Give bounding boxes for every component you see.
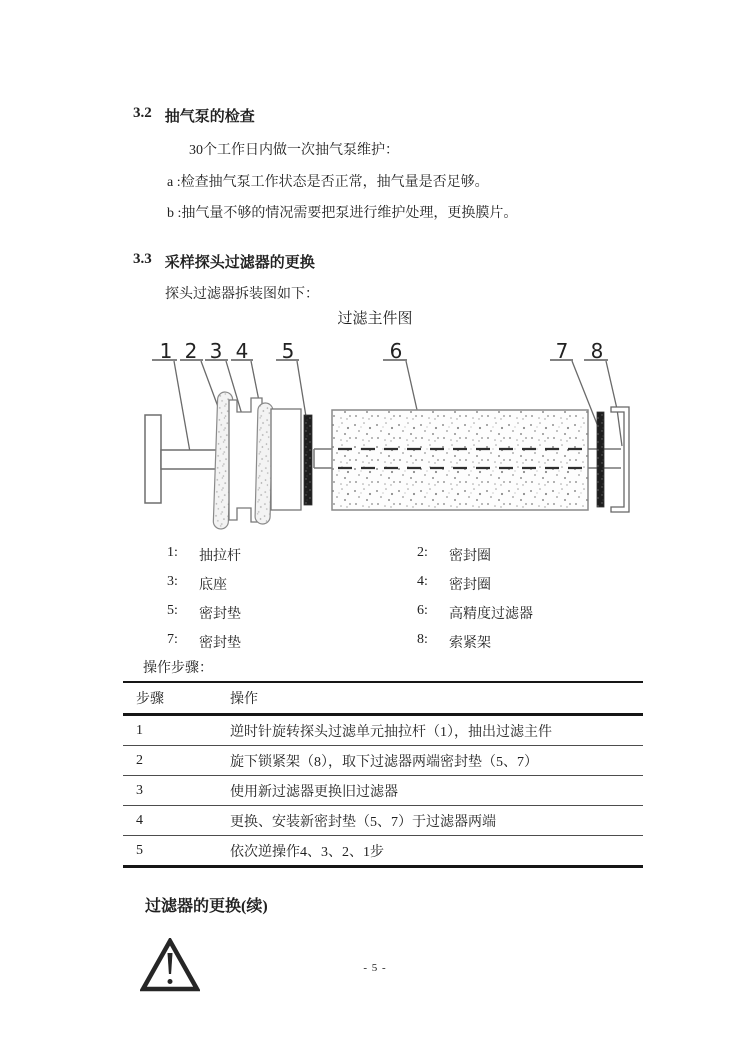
parts-row (0, 627, 750, 656)
step-cell: 5 (136, 842, 143, 858)
part-name: 高精度过滤器 (449, 606, 533, 622)
action-cell: 使用新过滤器更换旧过滤器 (230, 784, 398, 800)
part-name: 索紧架 (449, 635, 491, 651)
warning-exclamation-dot (168, 979, 173, 984)
base-collar (271, 409, 301, 510)
col-step-header: 步骤 (136, 692, 164, 707)
part-ref (167, 603, 417, 623)
part-label-1: 1 (159, 339, 173, 363)
part-ref (167, 545, 417, 565)
filter-diagram-intro: 探头过滤器拆装图如下： (165, 287, 319, 302)
diagram-title: 过滤主件图 (337, 311, 413, 327)
section-number: 3.2 (133, 105, 152, 121)
seal-gasket-7 (597, 412, 604, 507)
table-row (123, 836, 643, 868)
section-title: 抽气泵的检查 (164, 109, 255, 125)
step-cell: 1 (136, 722, 143, 738)
parts-list (0, 540, 750, 656)
page-number: - 5 - (363, 962, 387, 974)
part-label-5: 5 (281, 339, 295, 363)
part-name: 密封垫 (199, 606, 241, 622)
part-number: 6: (417, 602, 428, 618)
part-name: 底座 (199, 577, 227, 593)
part-number: 8: (417, 631, 428, 647)
part-number: 7: (167, 631, 178, 647)
part-name: 密封圈 (449, 548, 491, 564)
part-ref (417, 545, 491, 565)
table-row (123, 776, 643, 806)
parts-row (0, 598, 750, 627)
parts-row (0, 569, 750, 598)
table-row (123, 746, 643, 776)
part-label-3: 3 (209, 339, 223, 363)
filter-body (332, 410, 588, 510)
pull-rod-shaft (161, 450, 217, 469)
part-ref (417, 574, 491, 594)
part-number: 2: (417, 544, 428, 560)
operation-steps-table (123, 681, 643, 868)
part-name: 抽拉杆 (199, 548, 241, 564)
action-cell: 依次逆操作4、3、2、1步 (230, 844, 384, 860)
table-header-row (123, 683, 643, 716)
rod-stub-right (588, 449, 621, 468)
parts-row (0, 540, 750, 569)
continuation-heading: 过滤器的更换(续) (145, 898, 268, 915)
part-label-4: 4 (235, 339, 249, 363)
action-cell: 旋下锁紧架（8），取下过滤器两端密封垫（5、7） (230, 754, 538, 770)
table-row (123, 716, 643, 746)
pump-check-intro: 30个工作日内做一次抽气泵维护： (189, 143, 399, 158)
section-3-2-heading (133, 105, 255, 126)
section-number: 3.3 (133, 251, 152, 267)
part-label-8: 8 (590, 339, 604, 363)
seal-gasket-5 (304, 415, 312, 505)
step-cell: 3 (136, 782, 143, 798)
section-3-3-heading (133, 251, 315, 272)
part-label-6: 6 (389, 339, 403, 363)
part-ref (167, 574, 417, 594)
part-label-2: 2 (184, 339, 198, 363)
part-name: 密封圈 (449, 577, 491, 593)
part-number: 5: (167, 602, 178, 618)
filter-assembly-diagram (0, 333, 750, 548)
action-cell: 逆时针旋转探头过滤单元抽拉杆（1），抽出过滤主件 (230, 724, 552, 740)
part-ref (167, 632, 417, 652)
pull-rod-handle (145, 415, 161, 503)
pump-check-item-a: a :检查抽气泵工作状态是否正常，抽气量是否足够。 (167, 175, 489, 190)
part-name: 密封垫 (199, 635, 241, 651)
part-ref (417, 603, 533, 623)
table-row (123, 806, 643, 836)
part-label-7: 7 (555, 339, 569, 363)
steps-heading: 操作步骤： (143, 661, 213, 676)
part-number: 3: (167, 573, 178, 589)
step-cell: 2 (136, 752, 143, 768)
section-title: 采样探头过滤器的更换 (164, 255, 315, 271)
clamp-bracket (611, 407, 629, 512)
action-cell: 更换、安装新密封垫（5、7）于过滤器两端 (230, 814, 496, 830)
part-number: 1: (167, 544, 178, 560)
part-ref (417, 632, 491, 652)
part-number: 4: (417, 573, 428, 589)
pump-check-item-b: b :抽气量不够的情况需要把泵进行维护处理，更换膜片。 (167, 206, 518, 221)
seal-ring-4 (255, 403, 273, 524)
step-cell: 4 (136, 812, 143, 828)
col-action-header: 操作 (230, 692, 258, 707)
rod-stub-left (314, 449, 332, 468)
